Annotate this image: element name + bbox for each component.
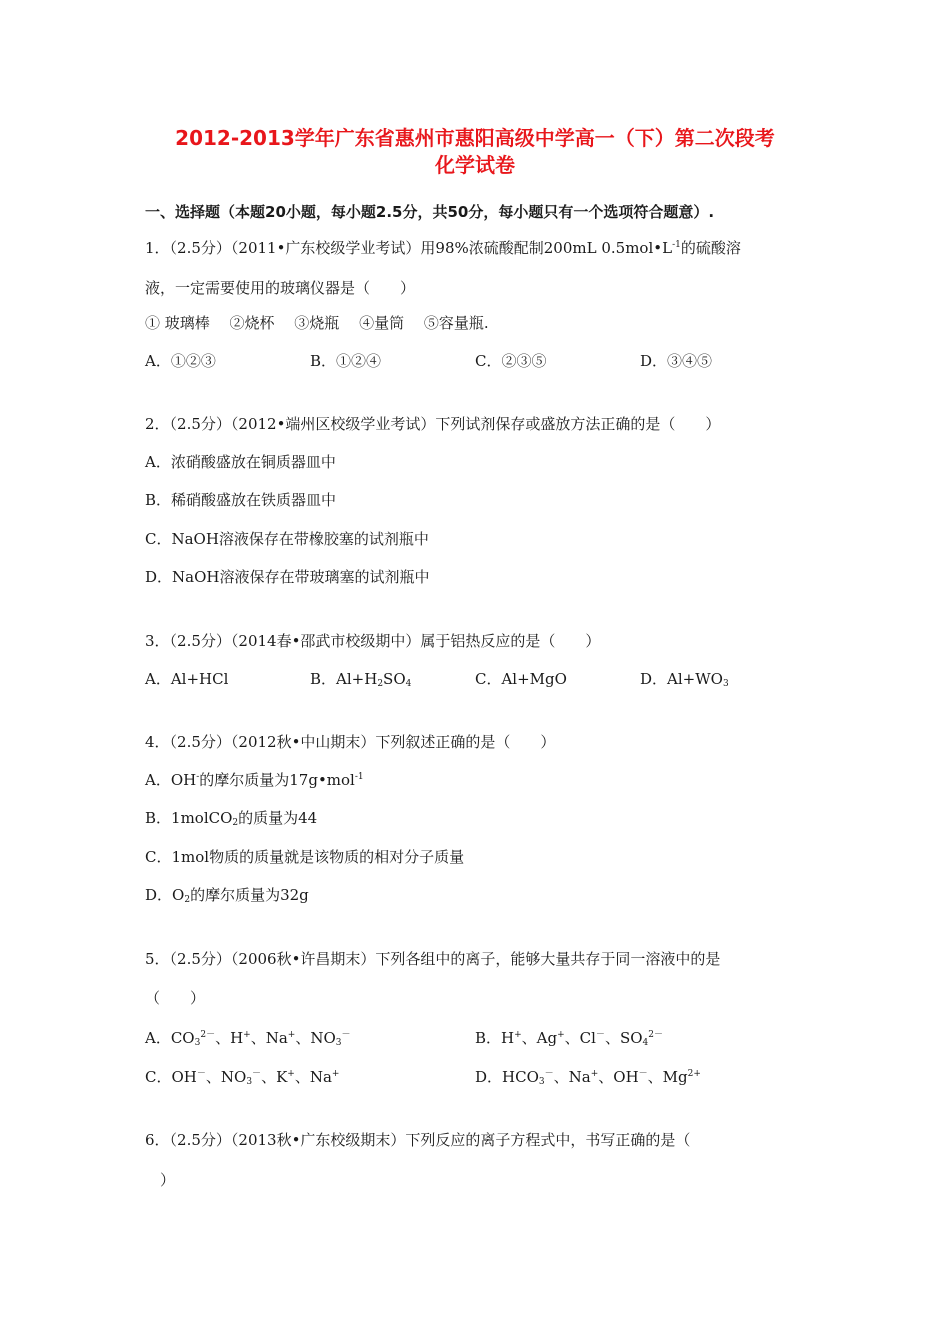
q1-stem-text-end: 的硫酸溶 [680,239,741,257]
section-heading: 一、选择题（本题20小题，每小题2.5分，共50分，每小题只有一个选项符合题意）. [145,203,715,221]
q5-a-s1: 3 [194,1038,201,1048]
q5-b-u1: + [514,1030,522,1040]
q5-a-u3: + [287,1030,296,1040]
q5-a-t1: A．CO [145,1029,195,1047]
q4-b-text: B．1molCO [145,809,233,827]
q2-option-a[interactable]: A．浓硝酸盛放在铜质器皿中 [145,453,336,471]
q3-option-d[interactable] [640,672,729,687]
q3-option-a[interactable]: A．Al+HCl [145,670,229,688]
q5-option-b[interactable] [475,1031,663,1046]
q3-b-text: B．Al+H [310,670,378,688]
q5-d-s1: 3 [538,1077,545,1087]
q5-a-u2: + [243,1030,251,1040]
q4-d-text2: 的摩尔质量为32g [190,886,309,904]
q5-d-u2: + [590,1069,599,1079]
q4-b-sub: 2 [232,818,239,828]
q1-stem-text: 1．（2.5分）（2011•广东校级学业考试）用98%浓硫酸配制200mL 0.5mol•L [145,239,673,257]
q5-b-t4: 、SO [604,1029,643,1047]
q3-d-sub: 3 [722,679,729,689]
q1-option-a[interactable]: A．①②③ [145,352,216,370]
q5-a-s2: 3 [335,1038,342,1048]
q4-b-text2: 的质量为44 [238,809,318,827]
q4-option-c[interactable]: C．1mol物质的质量就是该物质的相对分子质量 [145,848,465,866]
q3-b-sub1: 2 [377,679,384,689]
q5-c-t2: 、NO [205,1068,247,1086]
q3-b-sub2: 4 [405,679,412,689]
q5-b-t2: 、Ag [521,1029,558,1047]
q4-a-text2: 的摩尔质量为17g•mol [199,771,355,789]
q5-option-d[interactable] [475,1070,701,1085]
q5-c-u2: － [252,1069,262,1079]
q4-d-sub: 2 [184,895,191,905]
q5-d-t3: 、OH [598,1068,639,1086]
q1-option-c[interactable]: C．②③⑤ [475,352,547,370]
q5-c-t1: C．OH [145,1068,197,1086]
q3-d-text: D．Al+WO [640,670,723,688]
q5-a-u1: 2－ [200,1030,216,1040]
q5-c-u3: + [287,1069,295,1079]
question-2-stem: 2．（2.5分）（2012•端州区校级学业考试）下列试剂保存或盛放方法正确的是（ ） [145,415,721,433]
q4-option-b[interactable] [145,811,317,826]
q4-option-d[interactable] [145,888,309,903]
q3-option-c[interactable]: C．Al+MgO [475,670,567,688]
q2-option-d[interactable]: D．NaOH溶液保存在带玻璃塞的试剂瓶中 [145,568,430,586]
q5-b-u3: － [595,1030,605,1040]
question-3-stem: 3．（2.5分）（2014春•邵武市校级期中）属于铝热反应的是（ ） [145,632,601,650]
q5-d-u4: 2+ [687,1069,701,1079]
q1-option-b[interactable]: B．①②④ [310,352,382,370]
question-6-stem-line1: 6．（2.5分）（2013秋•广东校级期末）下列反应的离子方程式中，书写正确的是（ [145,1131,691,1149]
q5-d-t4: 、Mg [647,1068,688,1086]
q5-a-t2: 、H [215,1029,244,1047]
q3-b-text2: SO [383,670,406,688]
q5-b-t3: 、Cl [564,1029,596,1047]
q4-a-sup2: -1 [354,772,364,782]
q2-option-b[interactable]: B．稀硝酸盛放在铁质器皿中 [145,491,337,509]
q5-b-u4: 2－ [648,1030,663,1040]
document-title-line1: 2012-2013学年广东省惠州市惠阳高级中学高一（下）第二次段考 [175,126,775,150]
question-6-stem-line2: ） [160,1171,176,1189]
question-5-stem-line2: （ ） [145,989,206,1007]
q4-a-text: A．OH [145,771,197,789]
q5-c-t3: 、K [261,1068,288,1086]
q5-d-t1: D．HCO [475,1068,539,1086]
question-1-items: ① 玻璃棒 ②烧杯 ③烧瓶 ④量筒 ⑤容量瓶. [145,314,489,332]
document-title-line2: 化学试卷 [435,153,515,177]
q5-a-t3: 、Na [250,1029,288,1047]
q3-option-b[interactable] [310,672,411,687]
q5-b-s1: 4 [642,1038,649,1048]
q4-a-sup: - [196,772,200,782]
q1-option-d[interactable]: D．③④⑤ [640,352,713,370]
question-1-stem-line2: 液，一定需要使用的玻璃仪器是（ ） [145,279,416,297]
q5-c-u1: － [196,1069,206,1079]
q5-d-t2: 、Na [553,1068,591,1086]
question-4-stem: 4．（2.5分）（2012秋•中山期末）下列叙述正确的是（ ） [145,733,556,751]
q5-d-u3: － [638,1069,648,1079]
q5-b-t1: B．H [475,1029,515,1047]
q5-c-t4: 、Na [294,1068,332,1086]
q5-option-c[interactable] [145,1070,339,1085]
q4-option-a[interactable] [145,773,364,788]
q5-c-u4: + [331,1069,340,1079]
q4-d-text: D．O [145,886,185,904]
question-5-stem-line1: 5．（2.5分）（2006秋•许昌期末）下列各组中的离子，能够大量共存于同一溶液中的是 [145,950,721,968]
q1-stem-superscript: -1 [672,240,681,250]
q5-d-u1: － [544,1069,554,1079]
q5-a-t4: 、NO [295,1029,336,1047]
q5-option-a[interactable] [145,1031,351,1046]
q2-option-c[interactable]: C．NaOH溶液保存在带橡胶塞的试剂瓶中 [145,530,429,548]
q5-a-u4: － [341,1030,351,1040]
question-1-stem-line1 [145,241,741,256]
q5-c-s1: 3 [246,1077,253,1087]
q5-b-u2: + [557,1030,565,1040]
